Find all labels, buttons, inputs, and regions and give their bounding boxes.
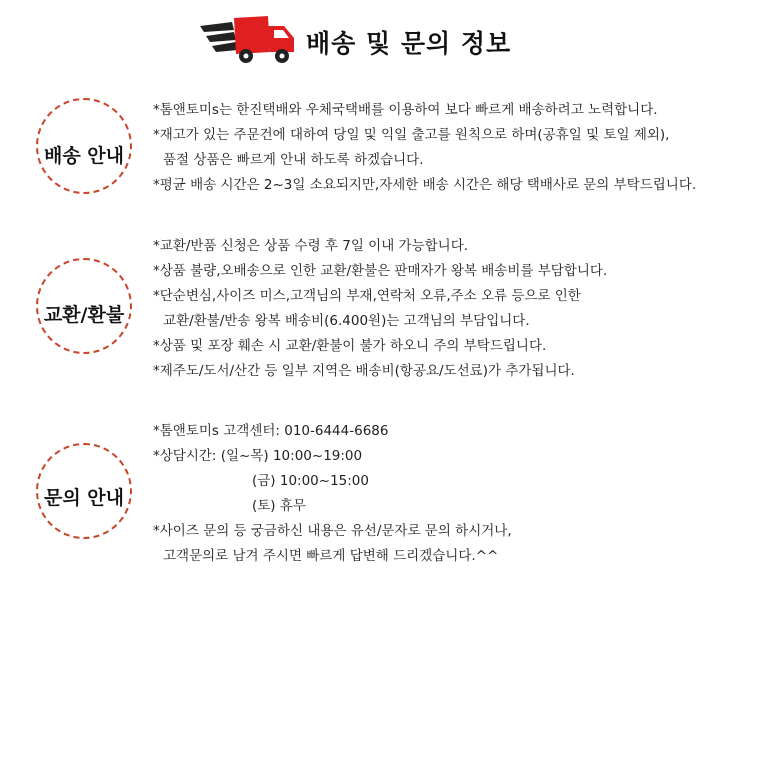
list-item: *톰앤토미s는 한진택배와 우체국택배를 이용하여 보다 빠르게 배송하려고 노력합니다.: [153, 102, 658, 118]
shipping-info-list: [153, 98, 696, 198]
section-label: 배송 안내: [43, 145, 125, 167]
list-item: *재고가 있는 주문건에 대하여 당일 및 익일 출고를 원칙으로 하며(공휴일 및 토일 제외),: [153, 127, 670, 143]
list-item: *톰앤토미s 고객센터: 010-6444-6686: [153, 423, 389, 439]
list-item: 교환/환불/반송 왕복 배송비(6.400원)는 고객님의 부담입니다.: [163, 313, 530, 329]
list-item: 품절 상품은 빠르게 안내 하도록 하겠습니다.: [163, 152, 424, 168]
section-label: 교환/환불: [43, 304, 125, 326]
page-title: 배송 및 문의 정보: [306, 29, 512, 58]
list-item: *제주도/도서/산간 등 일부 지역은 배송비(항공요/도선료)가 추가됩니다.: [153, 363, 575, 379]
list-item: *단순변심,사이즈 미스,고객님의 부재,연락처 오류,주소 오류 등으로 인한: [153, 288, 581, 304]
header: [0, 0, 780, 80]
exchange-info-list: [153, 234, 607, 384]
list-item: *상품 불량,오배송으로 인한 교환/환불은 판매자가 왕복 배송비를 부담합니다.: [153, 263, 608, 279]
section-label: 문의 안내: [43, 487, 125, 509]
list-item: *사이즈 문의 등 궁금하신 내용은 유선/문자로 문의 하시거나,: [153, 523, 512, 539]
delivery-truck-icon: [198, 12, 298, 68]
list-item: *평균 배송 시간은 2~3일 소요되지만,자세한 배송 시간은 해당 택배사로 문의 부탁드립니다.: [153, 177, 697, 193]
list-item: *교환/반품 신청은 상품 수령 후 7일 이내 가능합니다.: [153, 238, 469, 254]
list-item: *상품 및 포장 훼손 시 교환/환불이 불가 하오니 주의 부탁드립니다.: [153, 338, 547, 354]
list-item: (금) 10:00~15:00: [252, 473, 369, 489]
list-item: *상담시간: (일~목) 10:00~19:00: [153, 448, 363, 464]
inquiry-info-list: [153, 419, 512, 569]
list-item: 고객문의로 남겨 주시면 빠르게 답변해 드리겠습니다.^^: [163, 548, 499, 564]
list-item: (토) 휴무: [252, 498, 306, 514]
